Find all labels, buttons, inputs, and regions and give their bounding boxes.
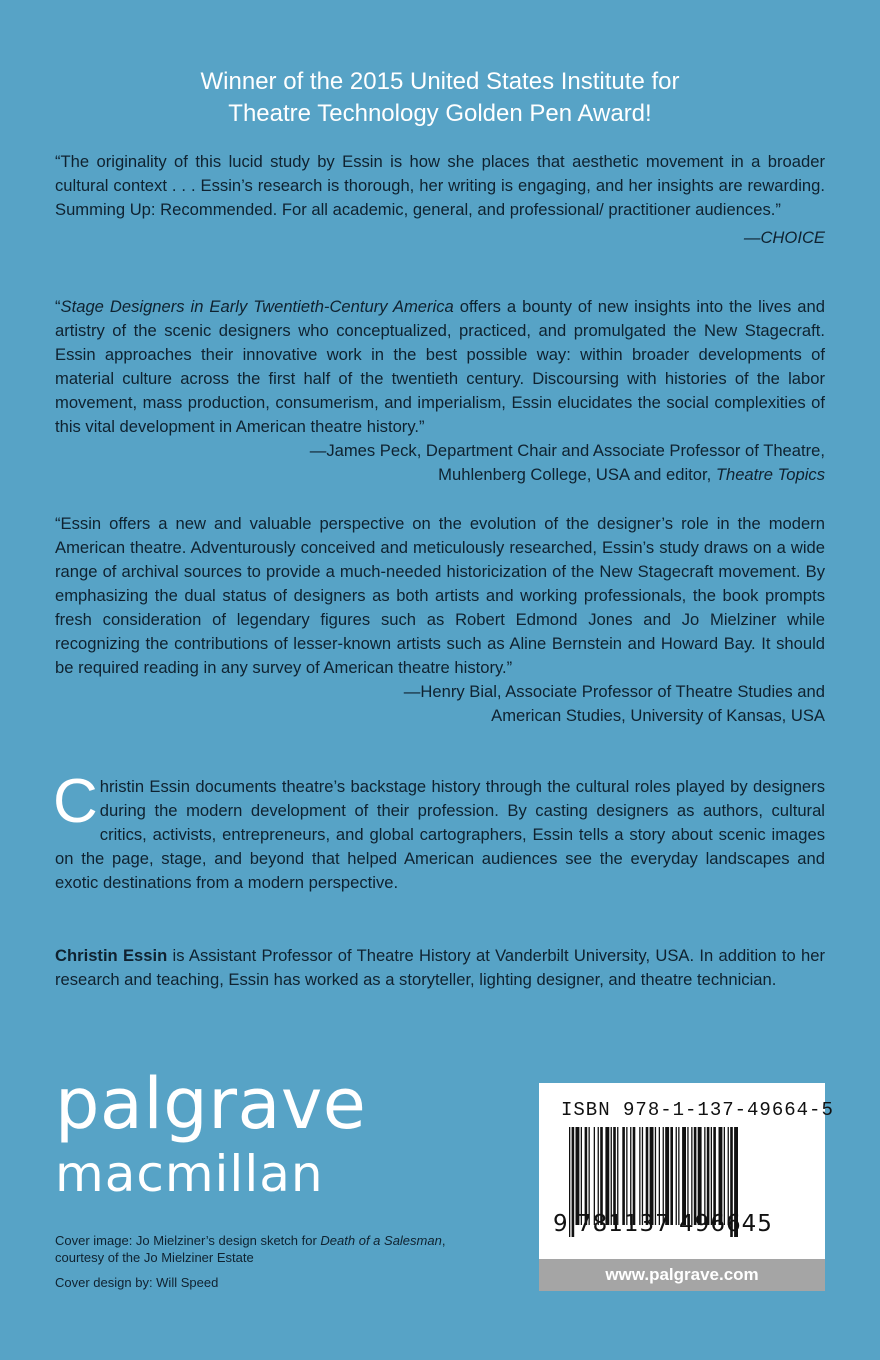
attribution-affiliation: Muhlenberg College, USA and editor, <box>438 465 716 484</box>
publisher-url: www.palgrave.com <box>539 1259 825 1291</box>
ean-digits: 9 781137 496645 <box>553 1211 773 1237</box>
quote-attribution <box>55 680 825 728</box>
cover-image-credit-line-2: courtesy of the Jo Mielziner Estate <box>55 1250 254 1265</box>
attribution-line-1: —Henry Bial, Associate Professor of Theatre Studies and <box>403 682 825 701</box>
award-line-1: Winner of the 2015 United States Institute for <box>200 68 680 95</box>
logo-macmillan: macmillan <box>55 1145 324 1203</box>
logo-palgrave: palgrave <box>55 1063 367 1145</box>
review-quote-bial <box>55 512 825 728</box>
attribution-source: —CHOICE <box>743 228 825 247</box>
cover-image-suffix: , <box>441 1233 446 1248</box>
review-quote-peck <box>55 295 825 487</box>
cover-credits <box>55 1232 445 1291</box>
cover-image-prefix: Cover image: Jo Mielziner’s design sketch for <box>55 1233 321 1248</box>
quote-body: offers a bounty of new insights into the lives and artistry of the scenic designers who conceptualized, practiced, and promulgated the New Stagecraft. Essin approaches their innovative work in the best possible way: within broader developments of material culture across the first half of the twentieth century. Discoursing with histories of the labor movement, mass production, consumerism, and imperialism, Essin elucidates the social complexities of this vital development in American theatre history.” <box>55 297 825 436</box>
award-heading <box>0 66 880 130</box>
cover-design-credit: Cover design by: Will Speed <box>55 1275 219 1290</box>
award-line-2: Theatre Technology Golden Pen Award! <box>228 100 652 127</box>
book-description <box>53 767 825 895</box>
open-quote-mark: “ <box>55 297 61 316</box>
attribution-line-2 <box>55 463 825 487</box>
publisher-logo <box>55 1063 367 1203</box>
isbn-label: ISBN 978-1-137-49664-5 <box>561 1099 834 1121</box>
cover-image-credit <box>55 1232 445 1249</box>
quote-text: “The originality of this lucid study by Essin is how she places that aesthetic movement in a broader cultural context . . . Essin’s research is thorough, her writing is engaging, and her insights are rewarding. Summing Up: Recommended. For all academic, general, and professional/ practitioner audiences.” <box>55 152 825 219</box>
attribution-line-2: American Studies, University of Kansas, USA <box>491 706 825 725</box>
quote-text: “Essin offers a new and valuable perspective on the evolution of the designer’s role in the modern American theatre. Adventurously conceived and meticulously researched, Essin’s study draws on a wide range of archival sources to provide a much-needed historicization of the New Stagecraft movement. By emphasizing the dual status of designers as both artists and working professionals, the book prompts fresh consideration of legendary figures such as Robert Edmond Jones and Jo Mielziner while recognizing the contributions of lesser-known artists such as Aline Bernstein and Howard Bay. It should be required reading in any survey of American theatre history.” <box>55 514 825 677</box>
author-bio <box>55 944 825 992</box>
attribution-line-1: —James Peck, Department Chair and Associate Professor of Theatre, <box>309 441 825 460</box>
quote-attribution <box>55 226 825 250</box>
bio-body: is Assistant Professor of Theatre History at Vanderbilt University, USA. In addition to her research and teaching, Essin has worked as a storyteller, lighting designer, and theatre technician. <box>55 946 825 989</box>
description-body: hristin Essin documents theatre’s backstage history through the cultural roles played by designers during the modern development of their profession. By casting designers as authors, cultural critics, activists, entrepreneurs, and global cartographers, Essin tells a story about scenic images on the page, stage, and beyond that helped American audiences see the everyday landscapes and exotic destinations from a modern perspective. <box>55 777 825 892</box>
drop-cap: C <box>53 767 98 836</box>
description-text <box>53 767 825 895</box>
review-quote-choice <box>55 150 825 250</box>
play-title: Death of a Salesman <box>320 1233 442 1248</box>
author-name: Christin Essin <box>55 946 168 965</box>
quote-text <box>55 295 825 439</box>
quote-attribution <box>55 439 825 487</box>
bio-text <box>55 944 825 992</box>
book-title: Stage Designers in Early Twentieth-Century America <box>60 297 454 316</box>
journal-title: Theatre Topics <box>715 465 825 484</box>
